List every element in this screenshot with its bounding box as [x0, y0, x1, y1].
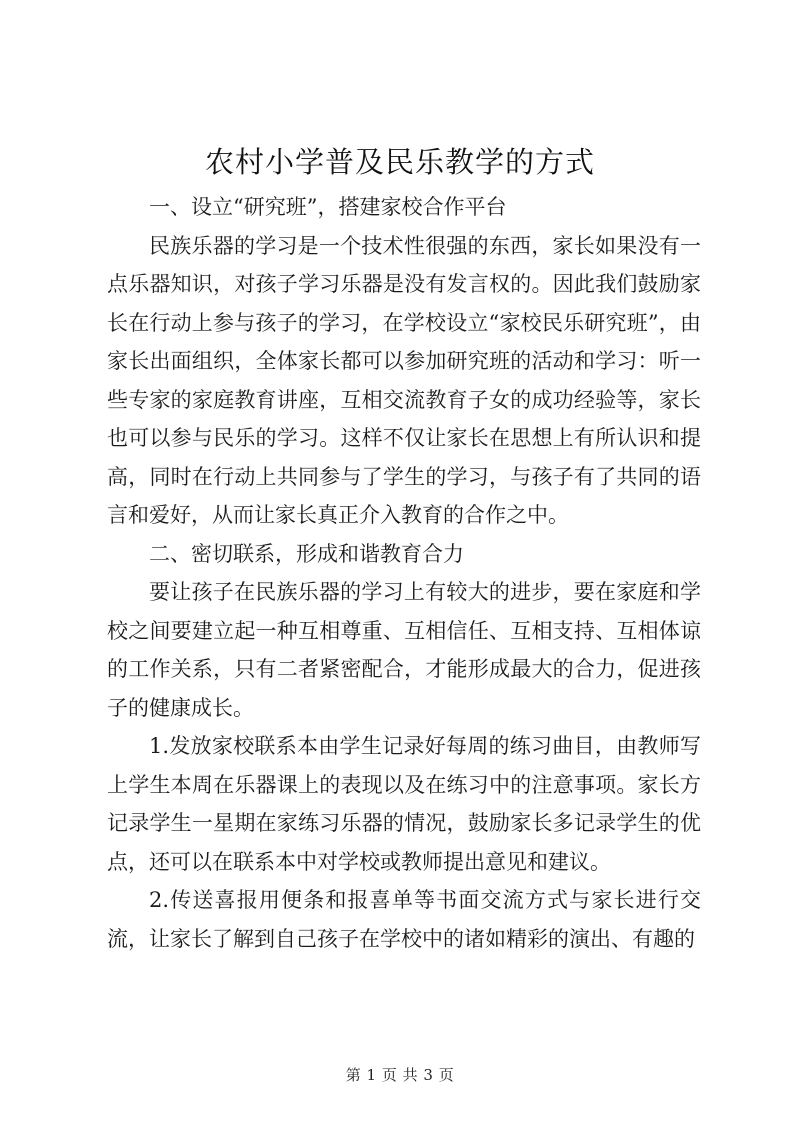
list-item-2: 2.传送喜报用便条和报喜单等书面交流方式与家长进行交流，让家长了解到自己孩子在学校中的诸如精彩的演出、有趣的	[107, 888, 701, 951]
document-body	[107, 188, 701, 958]
list-item-1: 1.发放家校联系本由学生记录好每周的练习曲目，由教师写上学生本周在乐器课上的表现以及在练习中的注意事项。家长方记录学生一星期在家练习乐器的情况，鼓励家长多记录学生的优点，还可以在联系本中对学校或教师提出意见和建议。	[107, 734, 701, 874]
document-title: 农村小学普及民乐教学的方式	[204, 145, 595, 179]
section-heading-2: 二、密切联系，形成和谐教育合力	[149, 541, 464, 566]
page-footer: 第 1 页 共 3 页	[345, 1066, 455, 1084]
section-heading-1: 一、设立“研究班”，搭建家校合作平台	[149, 195, 507, 219]
paragraph-1: 民族乐器的学习是一个技术性很强的东西，家长如果没有一点乐器知识，对孩子学习乐器是没有发言权的。因此我们鼓励家长在行动上参与孩子的学习，在学校设立“家校民乐研究班”，由家长出面组织，全体家长都可以参加研究班的活动和学习：听一些专家的家庭教育讲座，互相交流教育子女的成功经验等，家长也可以参与民乐的学习。这样不仅让家长在思想上有所认识和提高，同时在行动上共同参与了学生的学习，与孩子有了共同的语言和爱好，从而让家长真正介入教育的合作之中。	[107, 233, 701, 527]
paragraph-2: 要让孩子在民族乐器的学习上有较大的进步，要在家庭和学校之间要建立起一种互相尊重、互相信任、互相支持、互相体谅的工作关系，只有二者紧密配合，才能形成最大的合力，促进孩子的健康成长。	[107, 580, 701, 720]
